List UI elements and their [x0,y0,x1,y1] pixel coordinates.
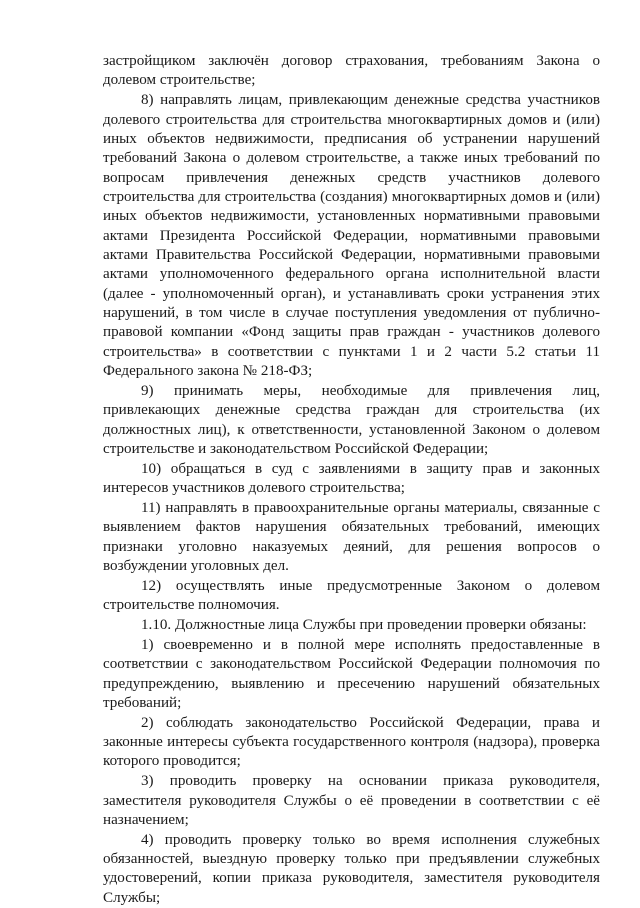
paragraph-duty-4: 4) проводить проверку только во время исполнения служебных обязанностей, выездную проверку только при предъявлении служебных удостоверений, копии приказа руководителя, заместителя руководителя Службы; [103,831,600,906]
paragraph-continuation: застройщиком заключён договор страхования, требованиям Закона о долевом строительстве; [103,53,600,89]
paragraph-item-11: 11) направлять в правоохранительные органы материалы, связанные с выявлением фактов нарушения обязательных требований, имеющих признаки уголовно наказуемых деяний, для решения вопросов о возбуждении уголовных дел. [103,499,600,574]
paragraph-item-12: 12) осуществлять иные предусмотренные Законом о долевом строительстве полномочия. [103,577,600,614]
section-heading-1-10: 1.10. Должностные лица Службы при проведении проверки обязаны: [141,616,587,633]
paragraph-duty-3: 3) проводить проверку на основании приказа руководителя, заместителя руководителя Службы о её проведении в соответствии с её назначением; [103,773,600,828]
paragraph-duty-2: 2) соблюдать законодательство Российской Федерации, права и законные интересы субъекта государственного контроля (надзора), проверка которого проводится; [103,714,600,770]
paragraph-duty-1: 1) своевременно и в полной мере исполнять предоставленные в соответствии с законодательством Российской Федерации полномочия по предупреждению, выявлению и пресечению нарушений обязательных требований; [103,636,600,711]
paragraph-item-10: 10) обращаться в суд с заявлениями в защиту прав и законных интересов участников долевого строительства; [103,460,600,497]
paragraph-item-9: 9) принимать меры, необходимые для привлечения лиц, привлекающих денежные средства граждан для строительства (их должностных лиц), к ответственности, установленной Законом о долевом строительстве и законодательством Российской Федерации; [103,382,600,457]
paragraph-item-8: 8) направлять лицам, привлекающим денежные средства участников долевого строительства для строительства многоквартирных домов и (или) иных объектов недвижимости, предписания об устранении нарушений требований Закона о долевом строительстве, а также иных требований по вопросам привлечения денежных средств участников долевого строительства для строительства (создания) многоквартирных домов и (или) иных объектов недвижимости, установленных нормативными правовыми актами Президента Российской Федерации, нормативными правовыми актами Правительства Российской Федерации, нормативными правовыми актами уполномоченного федерального органа исполнительной власти (далее - уполномоченный орган), и устанавливать сроки устранения этих нарушений, в том числе в случае поступления уведомления от публично-правовой компании «Фонд защиты прав граждан - участников долевого строительства» в соответствии с пунктами 1 и 2 части 5.2 статьи 11 Федерального закона № 218-ФЗ; [103,92,600,379]
